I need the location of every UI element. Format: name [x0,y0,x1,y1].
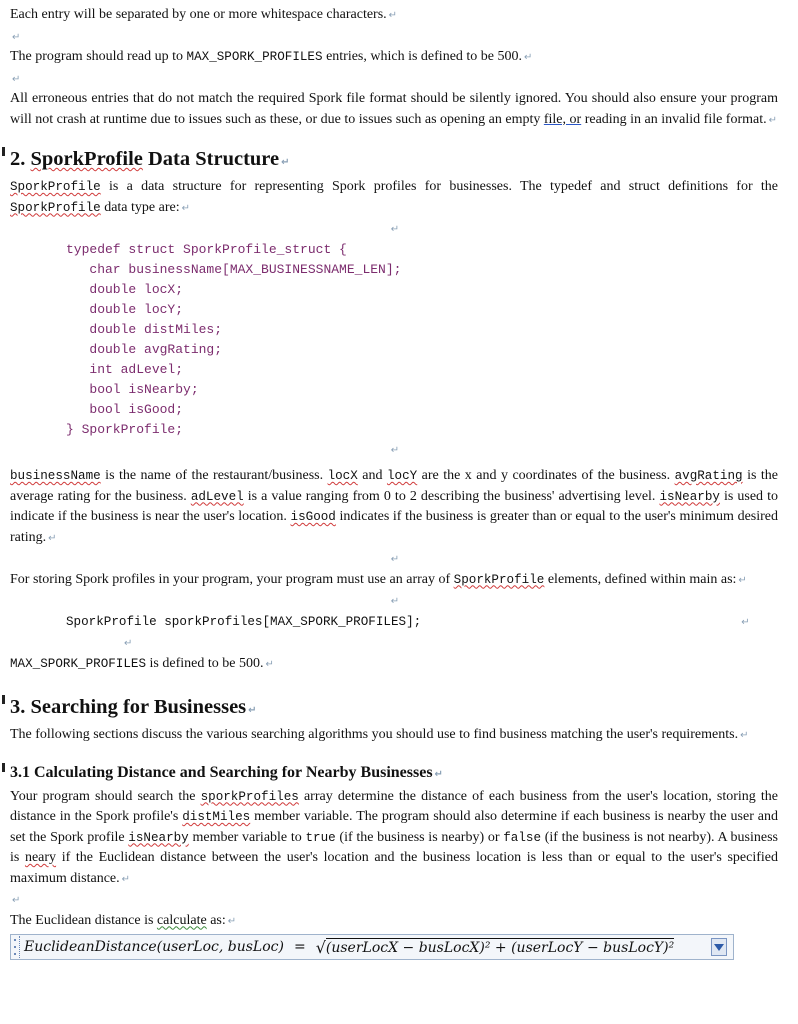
section-3-heading: 3. Searching for Businesses ↵ [10,693,778,725]
code-line: } SporkProfile; [66,421,184,437]
section-3-1-heading: 3.1 Calculating Distance and Searching for Nearby Businesses ↵ [10,761,778,787]
equation-handle-icon[interactable] [11,936,20,958]
return-mark-icon: ↵ [248,705,257,716]
return-mark-icon: ↵ [124,638,133,649]
code-line: double locY; [66,301,184,317]
distance-paragraph: Your program should search the sporkProfiles array determine the distance of each business from the user's location, storing the distance in the Spork profile's distMiles member variable. The program should also determine if each business is nearby the user and set the Spork profile isNearby member variable to true (if the business is nearby) or false (if the business is not nearby). A business is neary if the Euclidean distance between the user's location and the business location is less than or equal to the user's specified maximum distance. ↵ [10,788,778,886]
array-declaration: SporkProfile sporkProfiles[MAX_SPORK_PROFILES]; ↵ [66,614,750,629]
sqrt-icon: √ [315,937,326,957]
code-line: int adLevel; [66,361,184,377]
blank-line [10,633,778,654]
code-line: double avgRating; [66,341,223,357]
struct-code-block [66,240,778,440]
return-mark-icon: ↵ [181,202,190,214]
return-mark-icon: ↵ [12,895,21,906]
return-mark-icon: ↵ [265,658,274,670]
return-mark-icon: ↵ [434,768,443,780]
document-page [10,0,778,960]
whitespace-paragraph: Each entry will be separated by one or more whitespace characters. ↵ [10,7,398,22]
blank-line [10,890,778,911]
section-3-intro: The following sections discuss the various searching algorithms you should use to find business matching the user's requirements. ↵ [10,727,749,742]
return-mark-icon: ↵ [121,873,131,885]
blank-line [10,591,778,612]
return-mark-icon: ↵ [524,52,533,63]
code-line: bool isGood; [66,401,184,417]
return-mark-icon: ↵ [390,444,400,456]
blank-line [10,219,778,240]
return-mark-icon: ↵ [281,157,290,168]
blank-line [10,549,778,570]
sporkprofile-intro: SporkProfile is a data structure for representing Spork profiles for businesses. The typedef and struct definitions for the SporkProfile data type are: ↵ [10,179,778,215]
return-mark-icon: ↵ [390,596,400,607]
code-line: typedef struct SporkProfile_struct { [66,241,347,257]
storing-paragraph: For storing Spork profiles in your program, your program must use an array of SporkProfile elements, defined within main as: ↵ [10,571,747,587]
return-mark-icon: ↵ [741,616,750,628]
euclidean-paragraph: The Euclidean distance is calculate as: ↵ [10,912,237,928]
section-2-heading: 2. SporkProfile Data Structure ↵ [10,145,778,177]
code-line: char businessName[MAX_BUSINESSNAME_LEN]; [66,261,402,277]
formula-equals: = [293,939,306,955]
formula-lhs: EuclideanDistance(userLoc, busLoc) [24,939,284,955]
blank-line [10,440,778,461]
return-mark-icon: ↵ [390,554,400,565]
return-mark-icon: ↵ [12,31,21,43]
blank-line [10,27,778,48]
return-mark-icon: ↵ [227,915,237,927]
equation-options-dropdown-icon[interactable] [711,938,727,956]
return-mark-icon: ↵ [390,224,400,235]
max-entries-paragraph: The program should read up to MAX_SPORK_PROFILES entries, which is defined to be 500. ↵ [10,49,533,64]
return-mark-icon: ↵ [48,532,57,544]
return-mark-icon: ↵ [768,114,778,126]
formula-rhs: (userLocX − busLocX)² + (userLocY − busLocY)² [325,940,675,956]
field-description-paragraph: businessName is the name of the restaurant/business. locX and locY are the x and y coordinates of the business. avgRating is the average rating for the business. adLevel is a value ranging from 0 to 2 describing the business' advertising level. isNearby is used to indicate if the business is near the user's location. isGood indicates if the business is greater than or equal to the user's minimum desired rating. ↵ [10,468,778,545]
max-profiles-paragraph: MAX_SPORK_PROFILES is defined to be 500. ↵ [10,655,274,671]
erroneous-entries-paragraph: All erroneous entries that do not match the required Spork file format should be silently ignored. You should also ensure your program will not crash at runtime due to issues such as these, or due to issues such as opening an empty file, or reading in an invalid file format. ↵ [10,91,778,127]
code-line: bool isNearby; [66,381,199,397]
return-mark-icon: ↵ [388,10,398,21]
blank-line [10,69,778,90]
code-line: double locX; [66,281,184,297]
euclidean-formula[interactable] [10,934,734,960]
return-mark-icon: ↵ [740,730,749,741]
code-line: double distMiles; [66,321,223,337]
return-mark-icon: ↵ [738,574,747,586]
return-mark-icon: ↵ [12,73,21,85]
